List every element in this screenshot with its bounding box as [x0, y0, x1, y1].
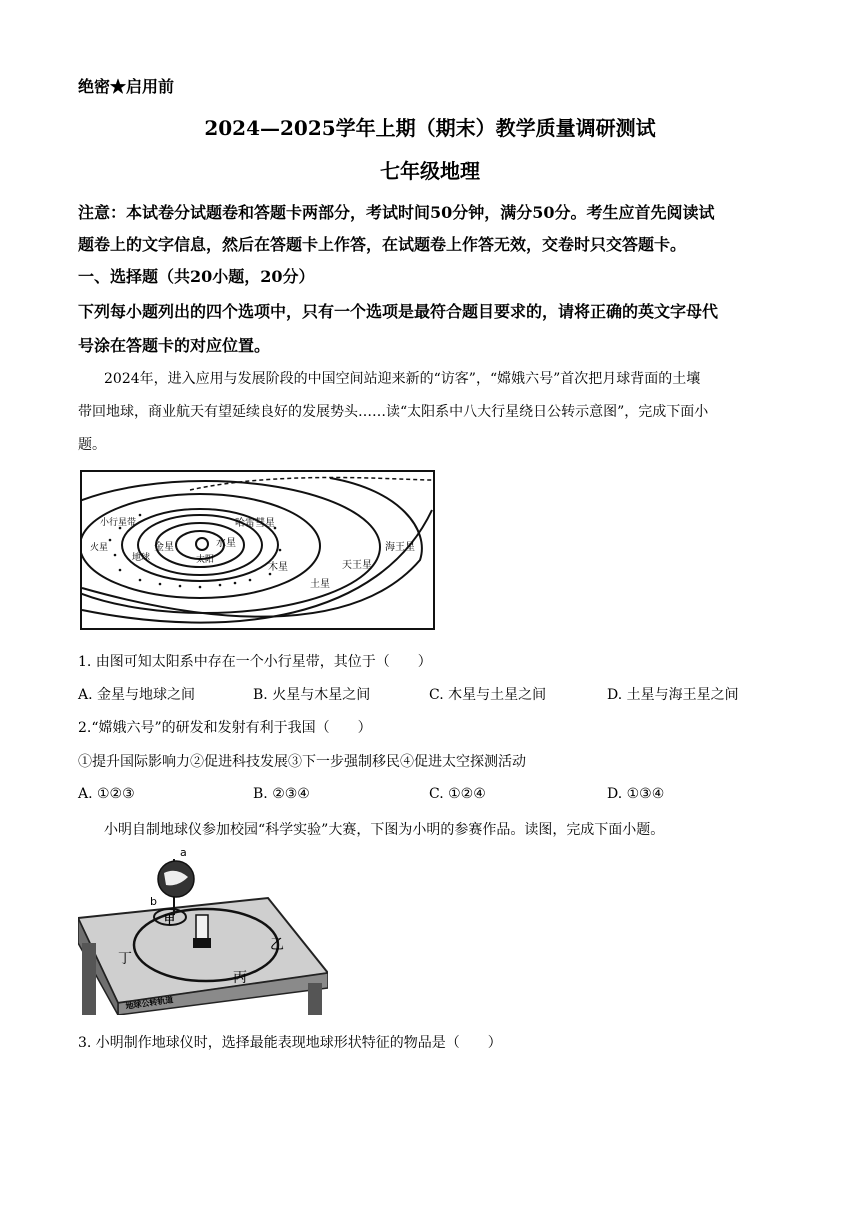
solar-system-figure: [80, 470, 435, 630]
question-1-option-a: A. 金星与地球之间: [78, 687, 196, 703]
question-2-option-b: B. ②③④: [253, 786, 310, 802]
candle-icon: [196, 915, 208, 941]
notice-line-2: 题卷上的文字信息，然后在答题卡上作答，在试题卷上作答无效，交卷时只交答题卡。: [78, 235, 687, 254]
label-venus: 金星: [154, 542, 174, 553]
label-a: a: [180, 846, 187, 859]
question-2-option-d: D. ①③④: [607, 786, 665, 802]
passage-1-line-3: 题。: [78, 437, 106, 453]
label-neptune: 海王星: [385, 542, 415, 553]
passage-2-line-1: 小明自制地球仪参加校园“科学实验”大赛，下图为小明的参赛作品。读图，完成下面小题。: [104, 822, 665, 838]
label-yi: 乙: [270, 937, 284, 953]
section-heading: 一、选择题（共20小题，20分）: [78, 267, 315, 286]
question-3-stem: 3. 小明制作地球仪时，选择最能表现地球形状特征的物品是（ ）: [78, 1035, 502, 1051]
label-sun: 太阳: [196, 555, 215, 565]
question-1-option-c: C. 木星与土星之间: [429, 687, 547, 703]
secret-mark: 绝密★启用前: [78, 77, 175, 96]
notice-line-1: 注意：本试卷分试题卷和答题卡两部分，考试时间50分钟，满分50分。考生应首先阅读试: [78, 203, 715, 222]
section-instruction-line-1: 下列每小题列出的四个选项中，只有一个选项是最符合题目要求的，请将正确的英文字母代: [78, 302, 719, 321]
exam-subtitle: 七年级地理: [380, 159, 480, 183]
label-asteroid-belt: 小行星带: [100, 518, 137, 528]
label-earth: 地球: [132, 553, 151, 563]
label-ding: 丁: [118, 951, 132, 967]
label-uranus: 天王星: [342, 560, 372, 571]
passage-1-line-1: 2024年，进入应用与发展阶段的中国空间站迎来新的“访客”，“嫦娥六号”首次把月球背面的土壤: [104, 371, 701, 387]
question-1-option-b: B. 火星与木星之间: [253, 687, 371, 703]
label-comet: 哈雷彗星: [235, 518, 275, 529]
question-2-statements: ①提升国际影响力②促进科技发展③下一步强制移民④促进太空探测活动: [78, 754, 526, 770]
label-saturn: 土星: [310, 579, 330, 590]
sun-icon: [196, 538, 208, 550]
question-2-option-a: A. ①②③: [78, 786, 135, 802]
exam-title: 2024—2025学年上期（期末）教学质量调研测试: [204, 116, 656, 140]
label-bing: 丙: [233, 970, 247, 986]
label-jia: 甲: [164, 913, 175, 926]
label-mars: 火星: [90, 543, 109, 553]
label-b: b: [150, 895, 157, 908]
passage-1-line-2: 带回地球，商业航天有望延续良好的发展势头……读“太阳系中八大行星绕日公转示意图”，完成下面小: [78, 404, 709, 420]
label-mercury: 水星: [216, 538, 236, 549]
label-orbit: 地球公转轨道: [125, 995, 174, 1011]
globe-model-figure: [78, 843, 328, 1015]
question-2-option-c: C. ①②④: [429, 786, 486, 802]
label-jupiter: 木星: [268, 562, 288, 573]
question-1-stem: 1. 由图可知太阳系中存在一个小行星带，其位于（ ）: [78, 654, 432, 670]
question-1-option-d: D. 土星与海王星之间: [607, 687, 739, 703]
section-instruction-line-2: 号涂在答题卡的对应位置。: [78, 336, 271, 355]
question-2-stem: 2.“嫦娥六号”的研发和发射有利于我国（ ）: [78, 720, 372, 736]
